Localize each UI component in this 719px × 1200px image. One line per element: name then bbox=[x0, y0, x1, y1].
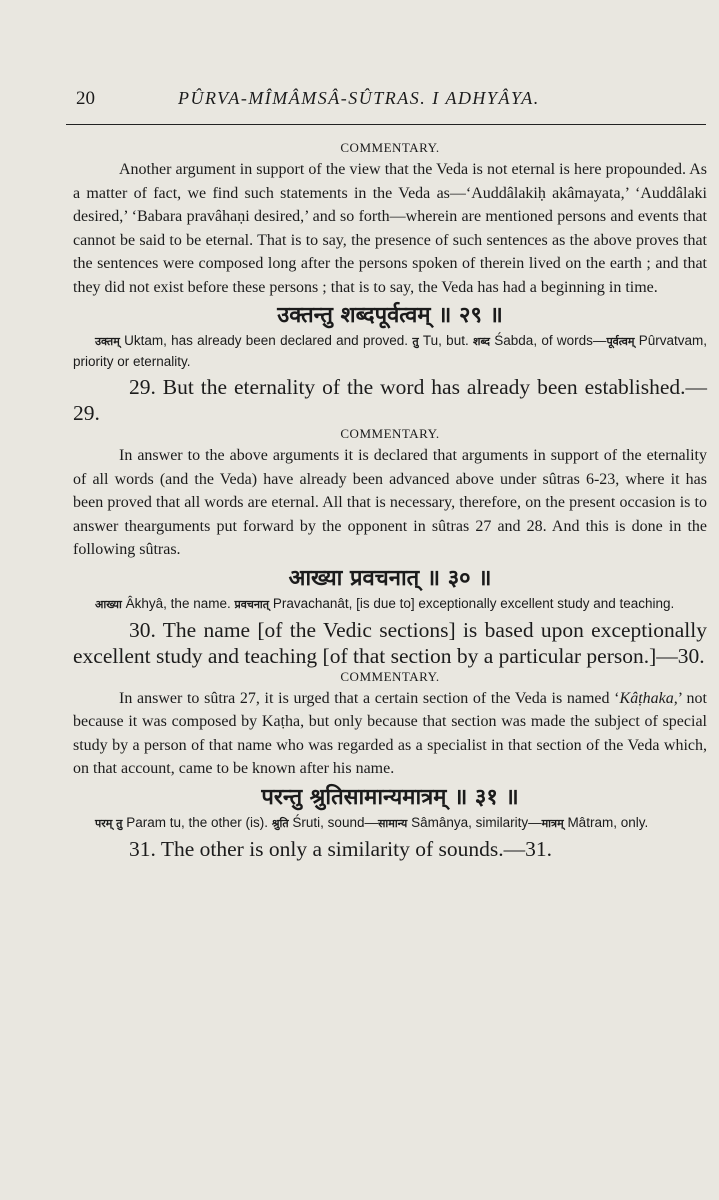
commentary-text: In answer to sûtra 27, it is urged that a certain section of the Veda is named ‘ bbox=[119, 689, 620, 707]
sutra-30-gloss bbox=[73, 594, 707, 615]
page-body bbox=[73, 140, 707, 862]
running-title: PÛRVA-MÎMÂMSÂ-SÛTRAS. I ADHYÂYA. bbox=[178, 88, 540, 108]
italic-term: Kâṭhaka, bbox=[619, 689, 678, 707]
gloss-text: Śabda, of words— bbox=[489, 333, 607, 348]
commentary-heading: COMMENTARY. bbox=[340, 140, 440, 155]
gloss-word: श्रुति bbox=[271, 816, 289, 830]
gloss-text: Param tu, the other (is). bbox=[122, 814, 272, 830]
page-number: 20 bbox=[76, 88, 95, 109]
sutra-29-devanagari: उक्तन्तु शब्दपूर्वत्वम् ॥ २९ ॥ bbox=[277, 303, 503, 328]
page-header bbox=[76, 88, 689, 112]
gloss-text: Sâmânya, similarity— bbox=[407, 814, 542, 830]
sutra-29-translation: 29. But the eternality of the word has already been established.—29. bbox=[73, 375, 707, 425]
sutra-29-gloss bbox=[73, 331, 707, 372]
gloss-word: मात्रम् bbox=[541, 816, 564, 830]
gloss-word: प्रवचनात् bbox=[234, 597, 270, 611]
gloss-word: तु bbox=[412, 335, 419, 348]
gloss-word: परम् तु bbox=[95, 816, 123, 830]
gloss-text: Tu, but. bbox=[418, 333, 473, 348]
sutra-30-devanagari: आख्या प्रवचनात् ॥ ३० ॥ bbox=[288, 565, 492, 591]
gloss-word: आख्या bbox=[95, 597, 122, 611]
commentary-heading: COMMENTARY. bbox=[340, 668, 440, 684]
gloss-word: उक्तम् bbox=[95, 335, 120, 348]
gloss-word: पूर्वत्वम् bbox=[606, 335, 635, 348]
gloss-text: Śruti, sound— bbox=[288, 814, 378, 830]
sutra-30-translation: 30. The name [of the Vedic sections] is based upon exceptionally excellent study and teaching [of that section by a particular person.]—30. bbox=[73, 617, 707, 668]
gloss-text: Pûrvatvam, priority or eternality. bbox=[73, 333, 707, 369]
sutra-31-translation: 31. The other is only a similarity of sounds.—31. bbox=[129, 836, 552, 861]
gloss-word: सामान्य bbox=[377, 816, 408, 830]
header-rule bbox=[66, 124, 706, 125]
gloss-text: Âkhyâ, the name. bbox=[121, 595, 235, 611]
sutra-31-gloss bbox=[73, 813, 707, 834]
commentary-sutra-30 bbox=[73, 687, 707, 781]
gloss-text: Uktam, has already been declared and proved. bbox=[119, 333, 413, 348]
gloss-text: Mâtram, only. bbox=[563, 814, 649, 830]
gloss-text: Pravachanât, [is due to] exceptionally excellent study and teaching. bbox=[269, 595, 675, 611]
commentary-sutra-29: In answer to the above arguments it is declared that arguments in support of the eternality of all words (and the Veda) have already been advanced above under sûtras 6-23, where it has been proved that all words are eternal. All that is necessary, therefore, on the present occasion is to answer thearguments put forward by the opponent in sûtras 27 and 28. And this is done in the following sûtras. bbox=[73, 447, 707, 558]
commentary-heading: COMMENTARY. bbox=[340, 426, 440, 441]
gloss-word: शब्द bbox=[473, 335, 490, 348]
commentary-text: ’ not because it was composed by Kaṭha, but only because that section was made the subject of special study by a person of that name who was regarded as a specialist in that section of the Veda which, on that account, came to be known after his name. bbox=[73, 689, 707, 777]
commentary-sutra-28: Another argument in support of the view that the Veda is not eternal is here propounded. As a matter of fact, we find such statements in the Veda as—‘Auddâlakiḥ akâmayata,’ ‘Auddâlaki desired,’ ‘Babara pravâhaṇi desired,’ and so forth—wherein are mentioned persons and events that cannot be said to be eternal. That is to say, the presence of such sentences as the above proves that the sentences were composed long after the persons spoken of therein lived on the earth ; and that they did not exist before these persons ; that is to say, the Veda has had a beginning in time. bbox=[73, 161, 707, 296]
sutra-31-devanagari: परन्तु श्रुतिसामान्यमात्रम् ॥ ३१ ॥ bbox=[261, 784, 519, 810]
